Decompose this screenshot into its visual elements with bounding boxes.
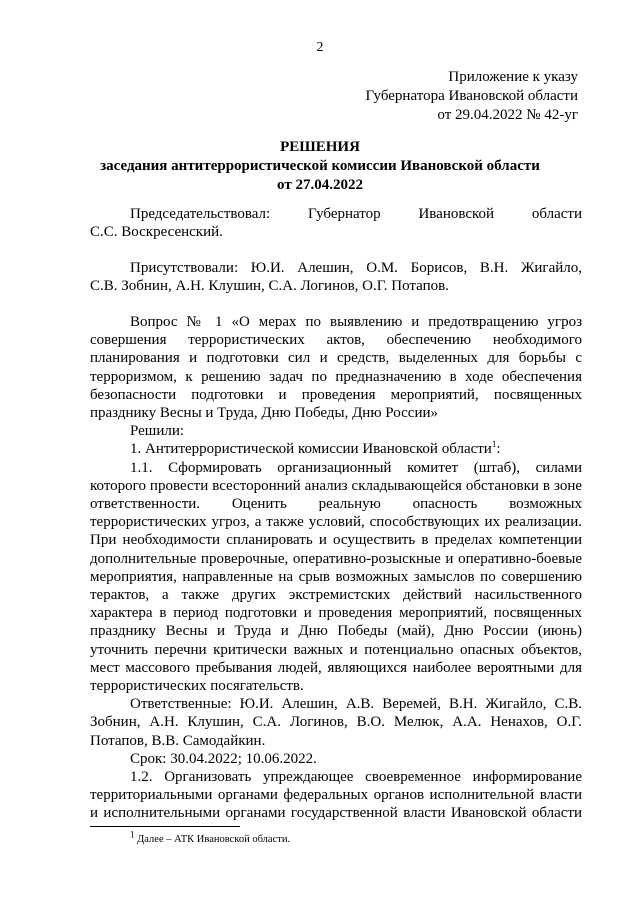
- item-1-colon: :: [496, 441, 501, 458]
- present-block: [90, 259, 582, 295]
- annex-line-3: от 29.04.2022 № 42-уг: [437, 107, 578, 123]
- annex-header: [365, 68, 578, 125]
- title-line-1: РЕШЕНИЯ: [280, 139, 360, 155]
- present-line-2: С.В. Зобнин, А.Н. Клушин, С.А. Логинов, О.Г. Потапов.: [90, 278, 449, 295]
- footnote-mark: 1: [130, 829, 135, 840]
- responsible-paragraph: Ответственные: Ю.И. Алешин, А.В. Веремей, В.Н. Жигайло, С.В. Зобнин, А.Н. Клушин, С.А. Логинов, В.О. Мелюк, А.А. Ненахов, О.Г. Потапов, В.В. Самодайкин.: [90, 696, 582, 749]
- footnote: [130, 829, 291, 846]
- footnote-text: Далее – АТК Ивановской области.: [137, 834, 291, 845]
- main-text: [90, 313, 582, 823]
- chair-line-1: Председательствовал: Губернатор Ивановской области: [130, 206, 582, 222]
- annex-line-2: Губернатора Ивановской области: [365, 88, 578, 104]
- title-line-3: от 27.04.2022: [277, 177, 363, 193]
- footnote-reference: 1: [491, 439, 497, 450]
- item-1-text: 1. Антитеррористической комиссии Ивановской области: [130, 441, 492, 458]
- document-title: [0, 138, 640, 195]
- chair-block: [90, 205, 582, 241]
- item-1-1: 1.1. Сформировать организационный комитет (штаб), силами которого провести всесторонний анализ складывающейся обстановки в зоне ответственности. Оценить реальную опасность возможных террористических угроз, а также условий, способствующих их реализации. При необходимости спланировать и осуществить в пределах компетенции дополнительные проверочные, оперативно-розыскные и оперативно-боевые мероприятия, направленные на срыв возможных замыслов по совершению терактов, а также других экстремистских действий насильственного характера в период подготовки и проведения мероприятий, посвященных празднику Весны и Труда и Дню Победы (май), Дню России (июнь) уточнить перечни критически важных и потенциально опасных объектов, мест массового пребывания людей, являющихся наиболее вероятными для террористических посягательств.: [90, 459, 582, 695]
- item-1-2: 1.2. Организовать упреждающее своевременное информирование территориальными органами федеральных органов исполнительной власти и исполнительными органами государственной власти Ивановской области: [90, 769, 582, 822]
- page-number: 2: [316, 40, 324, 55]
- title-line-2: заседания антитеррористической комиссии Ивановской области: [100, 158, 540, 174]
- present-line-1: Присутствовали: Ю.И. Алешин, О.М. Борисов, В.Н. Жигайло,: [130, 260, 582, 276]
- question-paragraph: Вопрос № 1 «О мерах по выявлению и предотвращению угроз совершения террористических актов, обеспечению необходимого планирования и подготовки сил и средств, выделенных для борьбы с терроризмом, к решению задач по предназначению в ходе обеспечения безопасности подготовки и проведения мероприятий, посвященных празднику Весны и Труда, Дню Победы, Дню России»: [90, 314, 582, 422]
- deadline-paragraph: Срок: 30.04.2022; 10.06.2022.: [130, 750, 317, 767]
- chair-line-2: С.С. Воскресенский.: [90, 224, 223, 241]
- item-1: [90, 440, 582, 458]
- decided-label: Решили:: [130, 423, 185, 440]
- annex-line-1: Приложение к указу: [448, 69, 578, 85]
- footnote-divider: [90, 826, 240, 827]
